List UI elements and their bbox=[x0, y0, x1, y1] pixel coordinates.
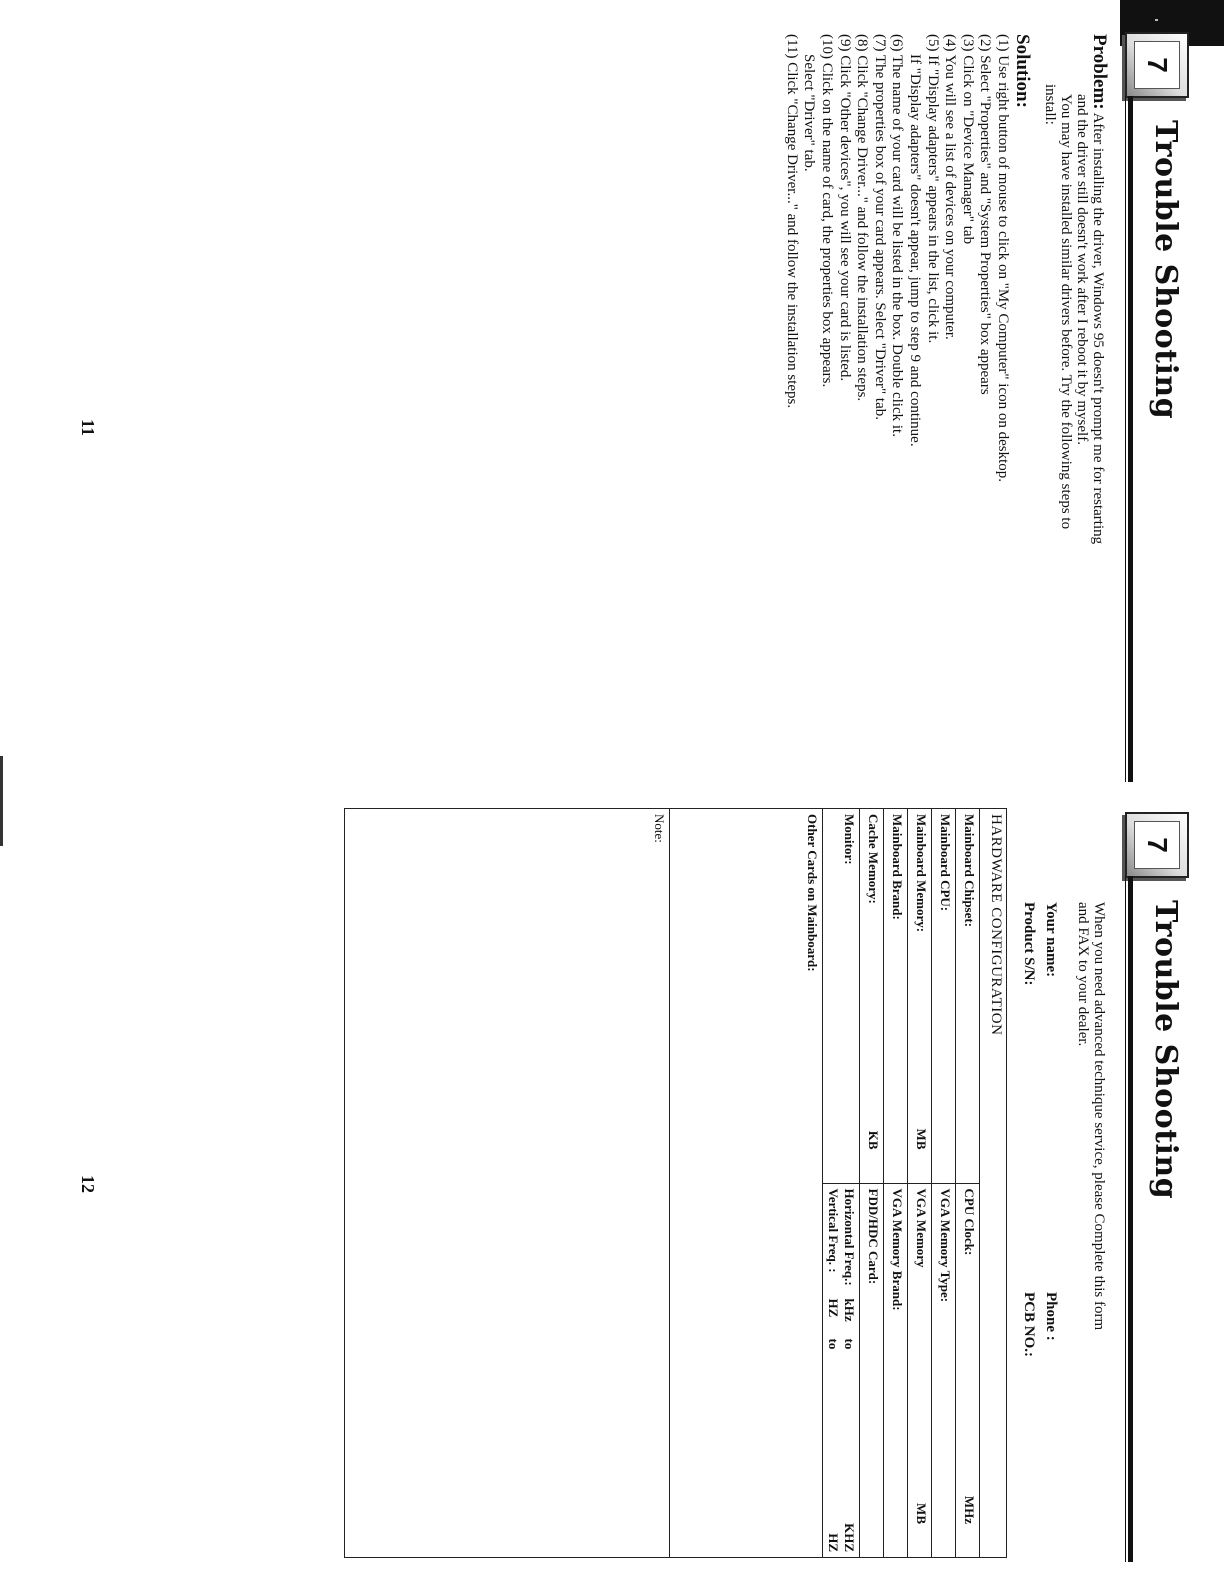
intro-line: and FAX to your dealer. bbox=[1075, 902, 1091, 1047]
step-item: (4) You will see a list of devices on your computer. bbox=[942, 34, 959, 340]
page-number: 12 bbox=[78, 1175, 98, 1193]
chapter-badge bbox=[1125, 32, 1189, 98]
title-rule bbox=[1128, 96, 1133, 782]
mainboard-memory-label: Mainboard Memory: bbox=[914, 814, 929, 933]
step-item: (9) Click "Other devices", you will see your card is listed. bbox=[836, 34, 853, 382]
pcb-no-label: PCB NO.: bbox=[1021, 1292, 1037, 1357]
fdd-hdc-card-label: FDD/HDC Card: bbox=[866, 1188, 881, 1285]
table-row bbox=[670, 809, 823, 1558]
page-12 bbox=[7, 792, 1217, 1572]
other-cards-cell bbox=[670, 809, 823, 1558]
mainboard-memory-cell bbox=[908, 809, 932, 1184]
problem-line: and the driver still doesn't work after I reboot it by myself. bbox=[1074, 94, 1090, 445]
product-sn-label: Product S/N: bbox=[1021, 902, 1037, 986]
table-row bbox=[823, 809, 860, 1558]
vga-memory-cell bbox=[908, 1183, 932, 1558]
step-item: (3) Click on "Device Manager" tab bbox=[959, 34, 976, 245]
problem-line: install: bbox=[1042, 84, 1058, 125]
table-row bbox=[908, 809, 932, 1558]
step-item: (11) Click "Change Driver..." and follow the installation steps. bbox=[783, 34, 800, 409]
your-name-label: Your name: bbox=[1043, 902, 1059, 978]
solution-label: Solution: bbox=[1012, 34, 1033, 108]
chapter-title: Trouble Shooting bbox=[1148, 900, 1183, 1200]
vga-memory-type-label: VGA Memory Type: bbox=[938, 1188, 953, 1303]
mainboard-brand-cell bbox=[884, 809, 908, 1184]
cpu-clock-label: CPU Clock: bbox=[962, 1188, 977, 1256]
vga-memory-label: VGA Memory bbox=[914, 1188, 929, 1268]
hardware-config-table bbox=[344, 808, 1007, 1558]
intro-text bbox=[1075, 902, 1107, 1542]
chapter-badge bbox=[1125, 812, 1189, 878]
mainboard-chipset-cell bbox=[956, 809, 980, 1184]
mainboard-cpu-label: Mainboard CPU: bbox=[938, 814, 953, 912]
kb-unit: KB bbox=[866, 1130, 881, 1150]
step-item: Select "Driver" tab. bbox=[801, 54, 818, 172]
cache-memory-label: Cache Memory: bbox=[866, 814, 881, 904]
rotated-spread bbox=[7, 12, 1217, 1572]
problem-section bbox=[1042, 34, 1110, 754]
step-item: (5) If "Display adapters" appears in the list, click it. bbox=[924, 34, 941, 344]
step-item: (6) The name of your card will be listed in the box. Double click it. bbox=[889, 34, 906, 437]
vertical-freq-line bbox=[825, 1189, 841, 1553]
phone-label: Phone : bbox=[1043, 1292, 1059, 1341]
vga-memory-brand-label: VGA Memory Brand: bbox=[890, 1188, 905, 1311]
title-rule-thin bbox=[1125, 876, 1126, 1562]
chapter-number: 7 bbox=[1134, 821, 1180, 869]
step-item: If "Display adapters" doesn't appear, jump to step 9 and continue. bbox=[907, 54, 924, 447]
mb-unit: MB bbox=[914, 1503, 929, 1524]
intro-line: When you need advanced technique service, please Complete this form bbox=[1091, 902, 1107, 1331]
to-label: to bbox=[842, 1338, 857, 1350]
vga-memory-brand-cell bbox=[884, 1183, 908, 1558]
table-row bbox=[860, 809, 884, 1558]
monitor-label: Monitor: bbox=[842, 814, 857, 865]
mainboard-brand-label: Mainboard Brand: bbox=[890, 814, 905, 920]
horizontal-freq-label: Horizontal Freq.: bbox=[842, 1188, 857, 1286]
table-row bbox=[956, 809, 980, 1558]
chapter-number: 7 bbox=[1134, 41, 1180, 89]
problem-label: Problem: bbox=[1089, 34, 1110, 110]
problem-line: You may have installed similar drivers before. Try the following steps to bbox=[1058, 94, 1074, 530]
title-rule bbox=[1128, 876, 1133, 1562]
mainboard-chipset-label: Mainboard Chipset: bbox=[962, 814, 977, 928]
page-number: 11 bbox=[78, 419, 98, 437]
mb-unit: MB bbox=[914, 1128, 929, 1150]
hz-unit: HZ bbox=[826, 1533, 841, 1552]
fdd-hdc-card-cell bbox=[860, 1183, 884, 1558]
step-item: (8) Click "Change Driver..." and follow the installation steps. bbox=[854, 34, 871, 402]
note-cell bbox=[345, 809, 670, 1558]
problem-line: After installing the driver, Windows 95 doesn't prompt me for restarting bbox=[1090, 112, 1106, 545]
mhz-unit: MHz bbox=[962, 1495, 977, 1524]
step-item: (7) The properties box of your card appears. Select "Driver" tab. bbox=[871, 34, 888, 420]
khz-unit: kHz bbox=[842, 1298, 857, 1322]
cache-memory-cell bbox=[860, 809, 884, 1184]
title-rule-thin bbox=[1125, 96, 1126, 782]
table-row bbox=[932, 809, 956, 1558]
other-cards-label: Other Cards on Mainboard: bbox=[805, 814, 820, 972]
table-header: HARDWARE CONFIGURATION bbox=[980, 809, 1007, 1558]
table-row bbox=[884, 809, 908, 1558]
contact-fields bbox=[1019, 902, 1059, 1542]
khz-unit: KHZ bbox=[842, 1523, 857, 1552]
monitor-cell bbox=[823, 809, 860, 1184]
freq-cell bbox=[823, 1183, 860, 1558]
vertical-freq-label: Vertical Freq. : bbox=[826, 1188, 841, 1273]
hz-unit: HZ bbox=[826, 1298, 841, 1318]
step-item: (1) Use right button of mouse to click on "My Computer" icon on desktop. bbox=[995, 34, 1011, 483]
cpu-clock-cell bbox=[956, 1183, 980, 1558]
chapter-title: Trouble Shooting bbox=[1148, 120, 1183, 420]
horizontal-freq-line bbox=[841, 1189, 857, 1553]
vga-memory-type-cell bbox=[932, 1183, 956, 1558]
solution-steps bbox=[782, 34, 1011, 754]
note-label: Note: bbox=[652, 814, 667, 843]
table-row bbox=[345, 809, 670, 1558]
step-item: (2) Select "Properties" and "System Properties" box appears bbox=[977, 34, 994, 395]
scan-edge-line bbox=[0, 756, 3, 846]
page-11 bbox=[7, 12, 1217, 792]
mainboard-cpu-cell bbox=[932, 809, 956, 1184]
to-label: to bbox=[826, 1338, 841, 1350]
step-item: (10) Click on the name of card, the properties box appears. bbox=[819, 34, 836, 388]
